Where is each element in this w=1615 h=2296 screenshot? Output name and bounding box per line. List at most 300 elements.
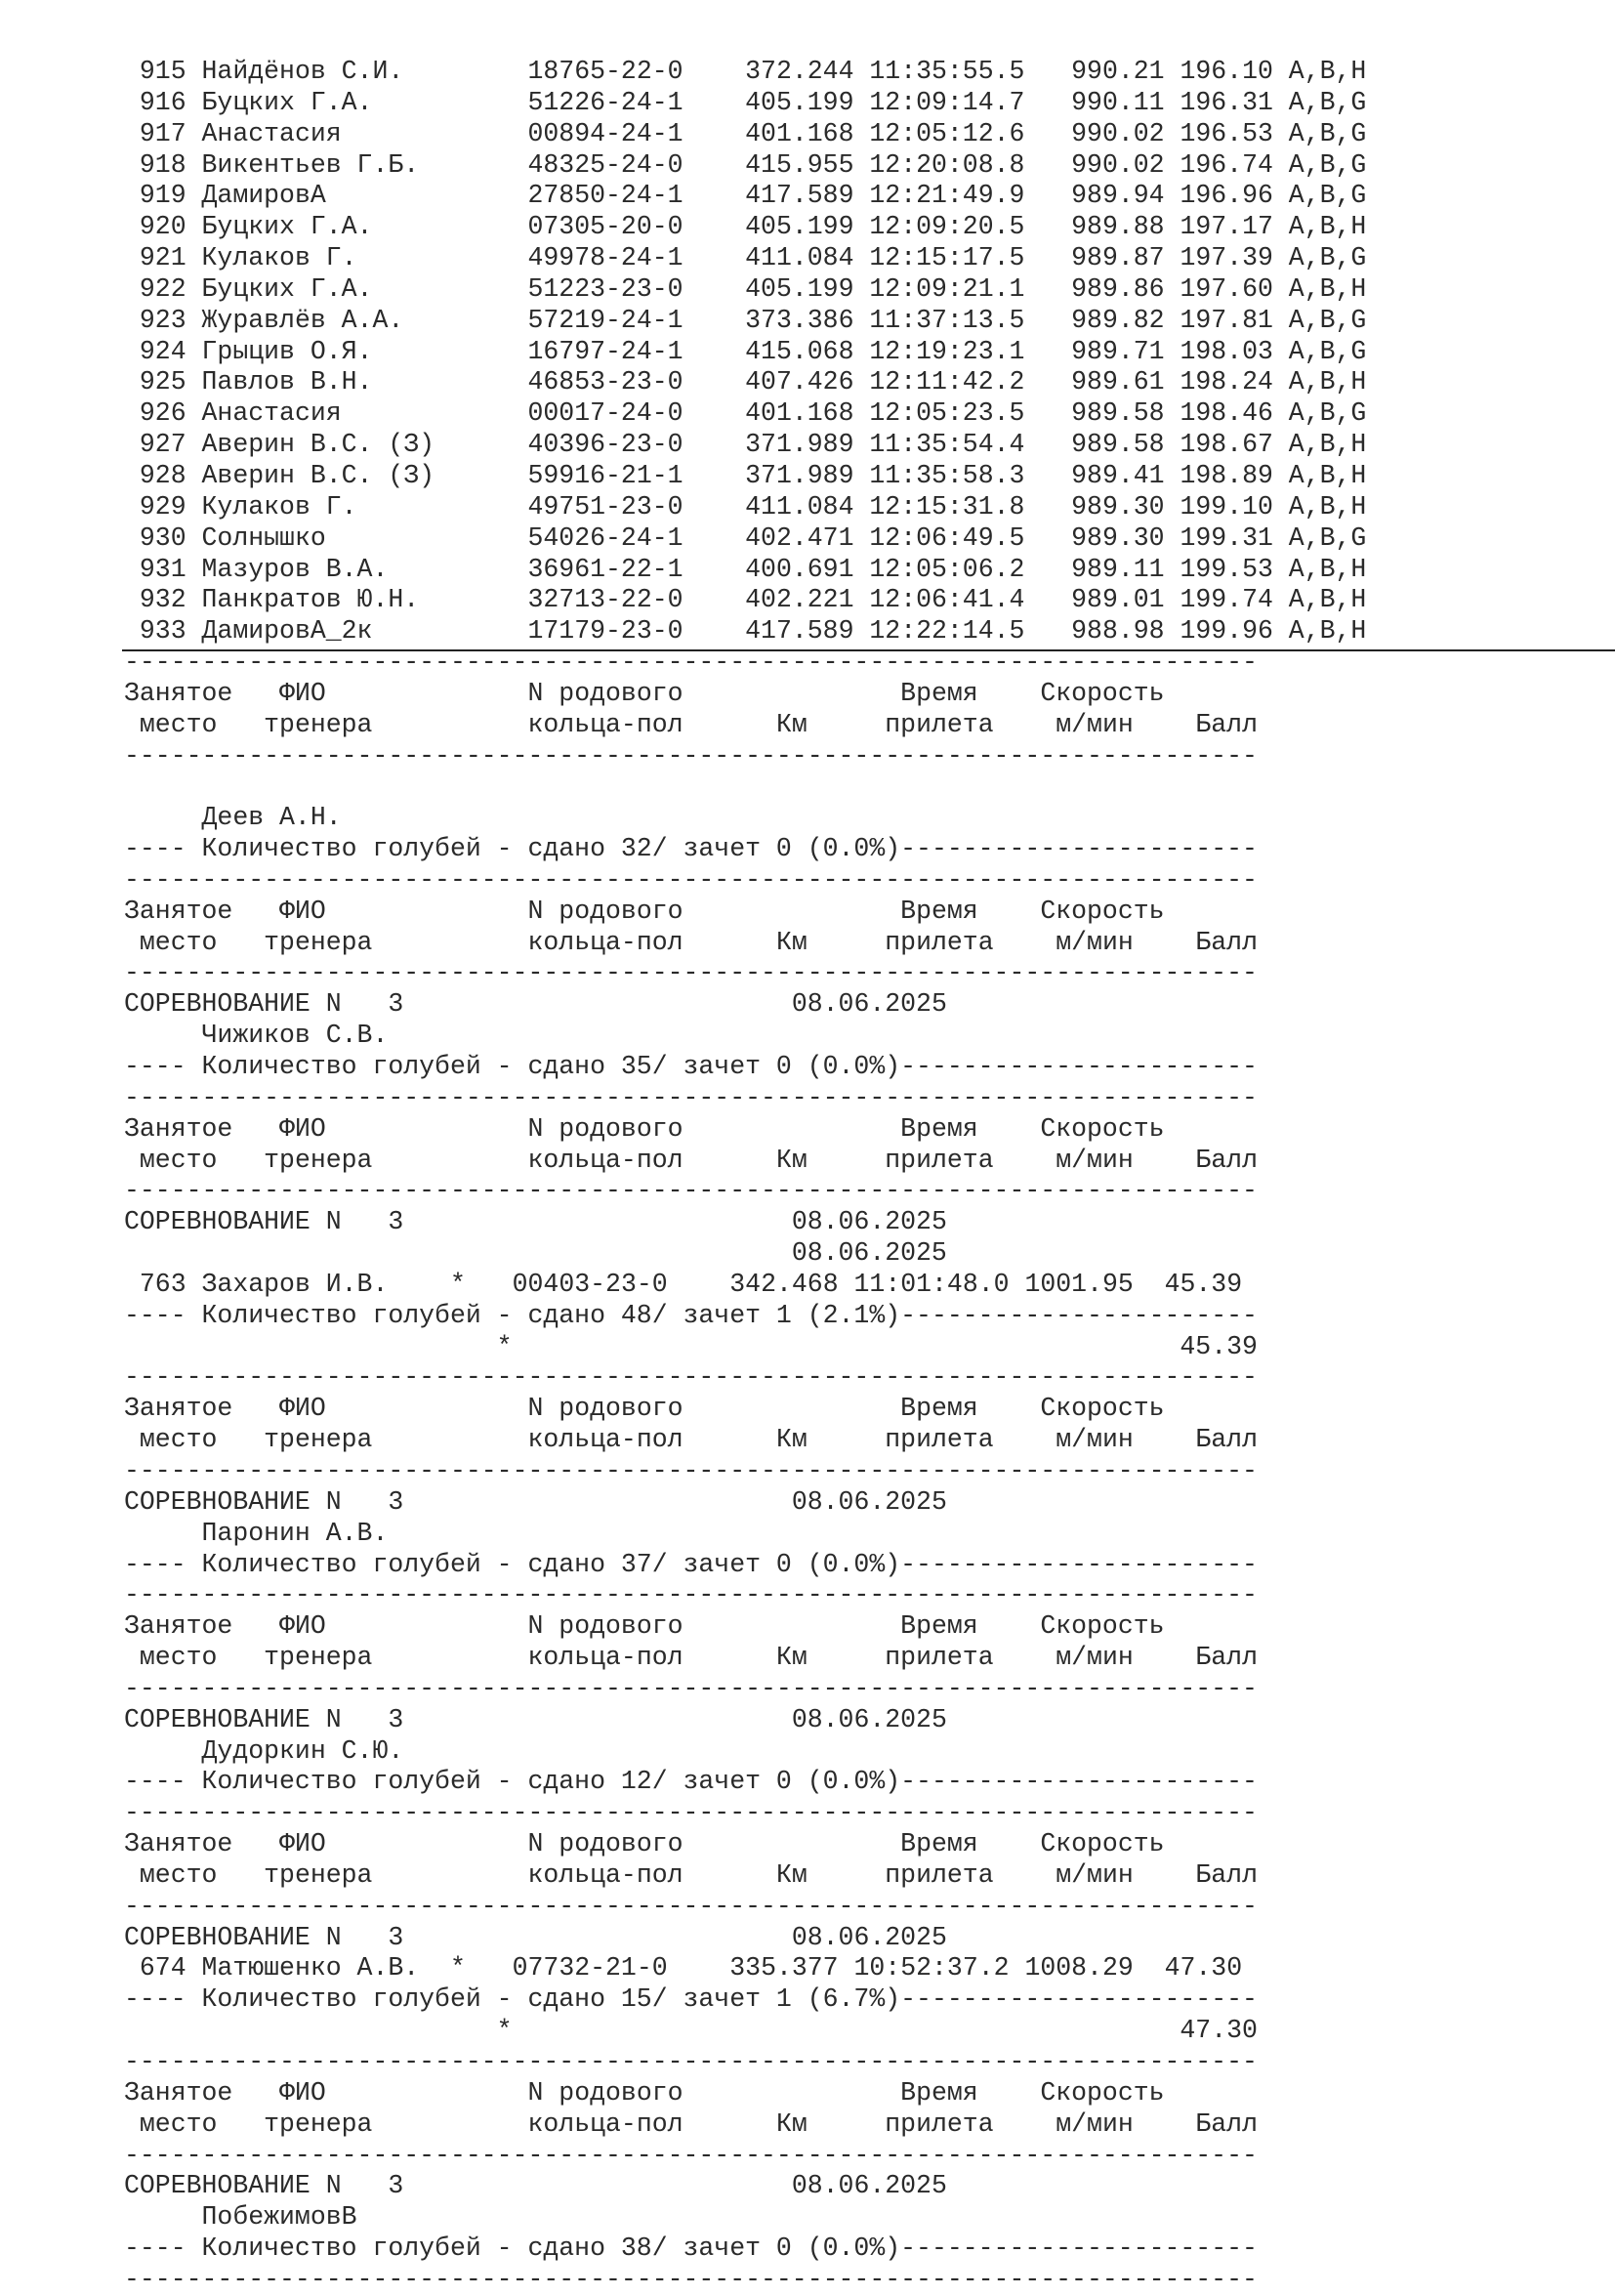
table-row [124,430,1569,461]
ring-number: 00017-24-0 [527,398,683,429]
trainer-name: Грыцив О.Я. [201,336,373,366]
result-row [124,1270,1569,1301]
trainer-name: Буцких Г.А. [201,212,373,242]
distance-km: 405.199 [745,87,854,117]
trainer-line [124,1519,1569,1550]
col-speed-2: м/мин [1056,1859,1134,1890]
place: 917 [139,118,186,148]
col-name: ФИО [279,1611,326,1642]
place: 931 [139,554,186,584]
col-place-2: место [139,2108,218,2139]
tags: A,B,H [1288,491,1367,522]
col-speed-2: м/мин [1056,1425,1134,1455]
col-speed: Скорость [1040,2077,1165,2108]
ring-number: 49978-24-1 [527,243,683,273]
column-header-row-2 [124,2109,1569,2141]
tags: A,B,G [1288,87,1367,117]
arrival-time: 10:52:37.2 [853,1953,1010,1983]
place: 927 [139,430,186,460]
tags: A,B,G [1288,522,1367,553]
col-time: Время [900,1829,978,1859]
tags: A,B,G [1288,305,1367,335]
column-header-row-1 [124,679,1569,710]
distance-km: 371.989 [745,430,854,460]
competition-date: 08.06.2025 [791,2171,947,2201]
count-text: Количество голубей - сдано 32/ зачет 0 (0.0%) [201,834,901,864]
col-speed-2: м/мин [1056,927,1134,957]
trainer-name: Захаров И.В. [201,1269,389,1299]
column-header-row-1 [124,1114,1569,1146]
table-row [124,306,1569,337]
ring-number: 00403-23-0 [512,1269,668,1299]
table-row [124,57,1569,88]
col-place-2: место [139,709,218,739]
score: 196.53 [1180,118,1273,148]
distance-km: 400.691 [745,554,854,584]
arrival-time: 11:37:13.5 [869,305,1025,335]
tags: A,B,H [1288,57,1367,86]
place: 918 [139,149,186,180]
result-row [124,1953,1569,1984]
place: 925 [139,367,186,397]
count-line: ---- Количество голубей - сдано 35/ зачет 0 (0.0%)----------------------- [124,1052,1258,1081]
separator: ------------------------------------------------------------------------- [124,2047,1258,2076]
total-score: 47.30 [1180,2016,1258,2046]
ring-number: 07305-20-0 [527,212,683,242]
count-line: ---- Количество голубей - сдано 48/ зачет 1 (2.1%)----------------------- [124,1300,1258,1330]
trainer-name: Кулаков Г. [201,243,357,273]
score: 199.31 [1180,522,1273,553]
trainer-name: Матюшенко А.В. [201,1953,420,1983]
ring-number: 51223-23-0 [527,273,683,304]
score: 198.46 [1180,398,1273,429]
arrival-time: 12:09:21.1 [869,273,1025,304]
score: 197.39 [1180,243,1273,273]
ring-number: 07732-21-0 [512,1953,668,1983]
place: 922 [139,273,186,304]
arrival-time: 11:35:58.3 [869,460,1025,490]
arrival-time: 11:35:55.5 [869,57,1025,86]
col-name: ФИО [279,1394,326,1424]
speed: 989.01 [1071,585,1165,615]
col-ring: N родового [527,2077,683,2108]
table-row [124,274,1569,306]
place: 932 [139,585,186,615]
column-header-row-1 [124,1394,1569,1425]
speed: 989.11 [1071,554,1165,584]
column-header-row-1 [124,1829,1569,1860]
count-text: Количество голубей - сдано 15/ зачет 1 (6.7%) [201,1984,901,2015]
table-row [124,616,1569,647]
place: 924 [139,336,186,366]
place: 763 [139,1269,186,1299]
competition-line [124,989,1569,1021]
place: 921 [139,243,186,273]
competition-date: 08.06.2025 [791,1922,947,1952]
col-score: Балл [1195,1643,1258,1673]
col-ring: N родового [527,1394,683,1424]
col-km: Км [775,2108,808,2139]
trainer-line [124,1736,1569,1768]
arrival-time: 11:01:48.0 [853,1269,1010,1299]
arrival-time: 12:06:41.4 [869,585,1025,615]
arrival-time: 12:15:17.5 [869,243,1025,273]
tags: A,B,H [1288,430,1367,460]
tags: A,B,H [1288,616,1367,647]
trainer-name: ДамировА [201,181,326,211]
trainer-name: Кулаков Г. [201,491,357,522]
speed: 990.02 [1071,118,1165,148]
competition-date: 08.06.2025 [791,1486,947,1517]
col-ring: N родового [527,1829,683,1859]
ring-number: 57219-24-1 [527,305,683,335]
speed: 989.41 [1071,460,1165,490]
col-time: Время [900,2077,978,2108]
arrival-time: 12:20:08.8 [869,149,1025,180]
col-time: Время [900,1113,978,1144]
count-line: ---- Количество голубей - сдано 12/ зачет 0 (0.0%)----------------------- [124,1767,1258,1797]
separator: ------------------------------------------------------------------------- [124,1082,1258,1112]
col-score: Балл [1195,1145,1258,1175]
score: 45.39 [1164,1269,1243,1299]
column-header-row-2 [124,1643,1569,1674]
distance-km: 405.199 [745,212,854,242]
trainer-line [124,2202,1569,2233]
tags: A,B,G [1288,336,1367,366]
arrival-time: 12:05:23.5 [869,398,1025,429]
arrival-time: 12:05:06.2 [869,554,1025,584]
ring-number: 40396-23-0 [527,430,683,460]
tags: A,B,G [1288,149,1367,180]
table-row [124,398,1569,430]
total-score: 45.39 [1180,1331,1258,1361]
col-name: ФИО [279,678,326,708]
col-place-2: место [139,1145,218,1175]
competition-title: СОРЕВНОВАНИЕ N 3 [124,2171,404,2201]
distance-km: 342.468 [729,1269,839,1299]
score: 47.30 [1164,1953,1243,1983]
date-line [124,1238,1569,1270]
place: 926 [139,398,186,429]
speed: 990.11 [1071,87,1165,117]
col-place: Занятое [124,1829,233,1859]
tags: A,B,H [1288,212,1367,242]
competition-line [124,1487,1569,1519]
col-speed: Скорость [1040,1394,1165,1424]
trainer-name: Аверин В.С. (З) [201,460,435,490]
ring-number: 36961-22-1 [527,554,683,584]
col-speed: Скорость [1040,1611,1165,1642]
col-name-2: тренера [264,1145,373,1175]
competition-date: 08.06.2025 [791,1704,947,1734]
count-text: Количество голубей - сдано 38/ зачет 0 (0.0%) [201,2233,901,2264]
ring-number: 32713-22-0 [527,585,683,615]
separator: ------------------------------------------------------------------------- [124,1176,1258,1206]
speed: 988.98 [1071,616,1165,647]
count-text: Количество голубей - сдано 48/ зачет 1 (2.1%) [201,1300,901,1330]
col-km: Км [775,1425,808,1455]
distance-km: 402.221 [745,585,854,615]
column-header-row-2 [124,710,1569,741]
competition-line [124,1207,1569,1238]
speed: 990.21 [1071,57,1165,86]
speed: 989.30 [1071,522,1165,553]
separator: ------------------------------------------------------------------------- [124,647,1258,678]
trainer-name: Найдёнов С.И. [201,57,404,86]
col-ring-2: кольца-пол [527,709,683,739]
arrival-time: 12:05:12.6 [869,118,1025,148]
table-row [124,555,1569,586]
tags: A,B,G [1288,398,1367,429]
trainer-name: Журавлёв А.А. [201,305,404,335]
total-line [124,1332,1569,1363]
separator: ------------------------------------------------------------------------- [124,740,1258,771]
col-name-2: тренера [264,927,373,957]
score: 196.74 [1180,149,1273,180]
arrival-time: 12:09:14.7 [869,87,1025,117]
separator: ------------------------------------------------------------------------- [124,1673,1258,1703]
arrival-time: 12:21:49.9 [869,181,1025,211]
competition-line [124,1923,1569,1954]
col-ring: N родового [527,1611,683,1642]
col-name-2: тренера [264,2108,373,2139]
column-header-row-2 [124,1425,1569,1456]
place: 929 [139,491,186,522]
trainer-name: Анастасия [201,118,342,148]
competition-title: СОРЕВНОВАНИЕ N 3 [124,1704,404,1734]
competition-date: 08.06.2025 [791,1238,947,1269]
col-speed-2: м/мин [1056,1643,1134,1673]
col-name-2: тренера [264,709,373,739]
score: 198.67 [1180,430,1273,460]
tags: A,B,H [1288,585,1367,615]
qualified-mark: * [496,1331,513,1361]
col-km: Км [775,1859,808,1890]
trainer-name: Анастасия [201,398,342,429]
speed: 989.58 [1071,398,1165,429]
count-text: Количество голубей - сдано 37/ зачет 0 (0.0%) [201,1549,901,1579]
trainer-name: Деев А.Н. [201,803,342,833]
qualified-mark: * [449,1953,466,1983]
speed: 1001.95 [1024,1269,1134,1299]
count-text: Количество голубей - сдано 35/ зачет 0 (0.0%) [201,1052,901,1081]
speed: 989.86 [1071,273,1165,304]
col-km: Км [775,1643,808,1673]
col-time-2: прилета [885,1643,994,1673]
trainer-name: Аверин В.С. (З) [201,430,435,460]
trainer-name: Буцких Г.А. [201,273,373,304]
score: 197.60 [1180,273,1273,304]
tags: A,B,G [1288,181,1367,211]
col-speed: Скорость [1040,1113,1165,1144]
col-speed: Скорость [1040,1829,1165,1859]
col-ring-2: кольца-пол [527,1643,683,1673]
separator: ------------------------------------------------------------------------- [124,864,1258,895]
separator: ------------------------------------------------------------------------- [124,1891,1258,1921]
competition-title: СОРЕВНОВАНИЕ N 3 [124,989,404,1020]
trainer-name: Мазуров В.А. [201,554,389,584]
col-km: Км [775,1145,808,1175]
col-place-2: место [139,1859,218,1890]
col-place: Занятое [124,2077,233,2108]
tags: A,B,H [1288,460,1367,490]
arrival-time: 12:11:42.2 [869,367,1025,397]
place: 919 [139,181,186,211]
count-line: ---- Количество голубей - сдано 15/ зачет 1 (6.7%)----------------------- [124,1984,1258,2015]
distance-km: 373.386 [745,305,854,335]
total-line [124,2016,1569,2047]
col-speed-2: м/мин [1056,709,1134,739]
place: 674 [139,1953,186,1983]
table-row [124,585,1569,616]
col-score: Балл [1195,709,1258,739]
col-speed: Скорость [1040,678,1165,708]
col-score: Балл [1195,2108,1258,2139]
score: 199.74 [1180,585,1273,615]
col-ring: N родового [527,896,683,926]
col-time-2: прилета [885,1859,994,1890]
table-row [124,119,1569,150]
col-speed: Скорость [1040,896,1165,926]
col-time-2: прилета [885,709,994,739]
trainer-name: Викентьев Г.Б. [201,149,420,180]
col-ring-2: кольца-пол [527,927,683,957]
col-name: ФИО [279,1829,326,1859]
score: 199.96 [1180,616,1273,647]
arrival-time: 11:35:54.4 [869,430,1025,460]
score: 199.53 [1180,554,1273,584]
distance-km: 401.168 [745,118,854,148]
place: 928 [139,460,186,490]
score: 196.31 [1180,87,1273,117]
column-header-row-2 [124,1146,1569,1177]
score: 196.10 [1180,57,1273,86]
distance-km: 401.168 [745,398,854,429]
score: 199.10 [1180,491,1273,522]
distance-km: 415.068 [745,336,854,366]
qualified-mark: * [496,2016,513,2046]
col-place-2: место [139,927,218,957]
tags: A,B,H [1288,367,1367,397]
column-header-row-1 [124,897,1569,928]
distance-km: 417.589 [745,616,854,647]
separator: ------------------------------------------------------------------------- [124,2140,1258,2170]
col-time: Время [900,896,978,926]
score: 197.17 [1180,212,1273,242]
table-row [124,367,1569,398]
table-row [124,181,1569,212]
col-place-2: место [139,1643,218,1673]
distance-km: 372.244 [745,57,854,86]
place: 923 [139,305,186,335]
col-ring-2: кольца-пол [527,1425,683,1455]
col-ring-2: кольца-пол [527,1859,683,1890]
distance-km: 407.426 [745,367,854,397]
speed: 1008.29 [1024,1953,1134,1983]
ring-number: 46853-23-0 [527,367,683,397]
count-text: Количество голубей - сдано 12/ зачет 0 (0.0%) [201,1767,901,1797]
ring-number: 49751-23-0 [527,491,683,522]
ring-number: 59916-21-1 [527,460,683,490]
speed: 989.94 [1071,181,1165,211]
separator: ------------------------------------------------------------------------- [124,1580,1258,1610]
col-name-2: тренера [264,1425,373,1455]
col-time: Время [900,1611,978,1642]
score: 197.81 [1180,305,1273,335]
col-place: Занятое [124,1113,233,1144]
trainer-line [124,1021,1569,1052]
place: 920 [139,212,186,242]
qualified-mark: * [450,1269,466,1299]
speed: 989.88 [1071,212,1165,242]
table-row [124,492,1569,523]
blank-line [124,772,1569,803]
arrival-time: 12:22:14.5 [869,616,1025,647]
competition-date: 08.06.2025 [791,1207,947,1237]
ring-number: 17179-23-0 [527,616,683,647]
speed: 989.82 [1071,305,1165,335]
distance-km: 415.955 [745,149,854,180]
table-row [124,523,1569,555]
arrival-time: 12:06:49.5 [869,522,1025,553]
col-place: Занятое [124,896,233,926]
trainer-name: Солнышко [201,522,326,553]
speed: 989.58 [1071,430,1165,460]
trainer-name: Дудоркин С.Ю. [201,1735,404,1766]
count-line: ---- Количество голубей - сдано 32/ зачет 0 (0.0%)----------------------- [124,834,1258,864]
competition-date: 08.06.2025 [791,989,947,1020]
separator: ------------------------------------------------------------------------- [124,2264,1258,2294]
distance-km: 402.471 [745,522,854,553]
score: 196.96 [1180,181,1273,211]
col-place: Занятое [124,1394,233,1424]
score: 198.89 [1180,460,1273,490]
speed: 990.02 [1071,149,1165,180]
col-ring: N родового [527,678,683,708]
column-header-row-1 [124,1611,1569,1643]
col-speed-2: м/мин [1056,1145,1134,1175]
trainer-name: Панкратов Ю.Н. [201,585,420,615]
trainer-name: Паронин А.В. [201,1518,389,1548]
table-row [124,88,1569,119]
column-header-row-1 [124,2078,1569,2109]
place: 915 [139,57,186,86]
table-row [124,150,1569,182]
speed: 989.87 [1071,243,1165,273]
competition-line [124,1705,1569,1736]
column-header-row-2 [124,928,1569,959]
ring-number: 18765-22-0 [527,57,683,86]
competition-title: СОРЕВНОВАНИЕ N 3 [124,1207,404,1237]
place: 933 [139,616,186,647]
col-time-2: прилета [885,1425,994,1455]
col-time-2: прилета [885,1145,994,1175]
trainer-line [124,803,1569,834]
table-row [124,337,1569,368]
col-name-2: тренера [264,1643,373,1673]
place: 916 [139,87,186,117]
ring-number: 54026-24-1 [527,522,683,553]
col-name: ФИО [279,1113,326,1144]
tags: A,B,H [1288,273,1367,304]
distance-km: 417.589 [745,181,854,211]
separator: ------------------------------------------------------------------------- [124,1455,1258,1485]
col-place-2: место [139,1425,218,1455]
col-name: ФИО [279,2077,326,2108]
speed: 989.71 [1071,336,1165,366]
table-row [124,212,1569,243]
tags: A,B,G [1288,118,1367,148]
